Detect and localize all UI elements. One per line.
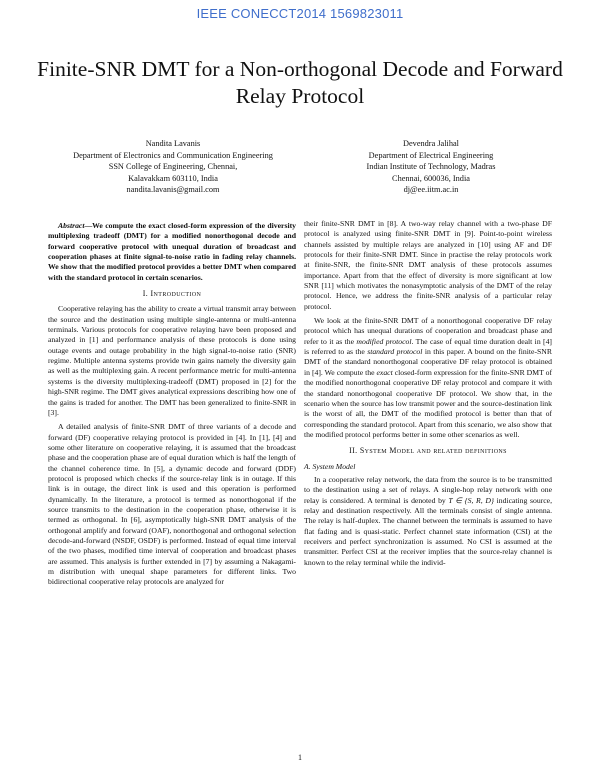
left-column (48, 221, 296, 592)
author-name: Nandita Lavanis (145, 139, 201, 148)
text-run: indicating source, relay and destination respectively. All the terminals consist of single antenna. The relay is half-duplex. The channel between the terminals is assumed to have flat fading and is quasi-static. Perfect channel state information (CSI) at the receivers and perfect synchronization is assumed. No CSI is assumed at the transmitter. Perfect CSI at the receiver implies that the source-relay channel is known to the relay terminal while the individ- (304, 495, 553, 567)
author-department: Department of Electrical Engineering (368, 150, 494, 160)
subsection-heading-system-model: A. System Model (304, 461, 356, 471)
system-model-paragraph (304, 475, 552, 568)
author-name: Devendra Jalihal (403, 139, 459, 148)
section-heading-system-model: II. System Model and related definitions (349, 446, 507, 456)
submission-stamp: IEEE CONECCT2014 1569823011 (196, 6, 404, 21)
intro-paragraph-3: their finite-SNR DMT in [8]. A two-way relay channel with a two-phase DF protocol is analyzed using finite-SNR DMT in [9]. Point-to-point wireless channels assisted by multiple relays are analyzed in [10] using AF and DF protocols for their finite-SNR DMT. Since in practise the relay protocols work at finite-SNR, the finite-SNR DMT analysis of these protocols assumes importance. Apart from that the effect of diversity is more significant at low SNR [11] which motivates the nonasymptotic analysis of the DMT of the relay protocol. Hence, we address the finite-SNR analysis of a particular relay protocol. (304, 219, 552, 311)
intro-paragraph-1: Cooperative relaying has the ability to create a virtual transmit array between the source and the destination using multiple single-antenna or multi-antenna terminals. Various protocols for cooperative relaying have been proposed and analyzed in [1] and performance analysis of these protocols is done using outage events and outage probability in the high signal-to-noise ratio (SNR) regime. Multiple antenna systems provide twin gains namely the diversity gain as well as the multiplexing gain. A recent performance metric for multi-antenna systems is the diversity multiplexing-tradeoff (DMT) proposed in [2] for the high-SNR regime. The DMT gives analytical expressions describing how one of the gains is traded for another. The DMT has been generalized to finite-SNR in [3]. (48, 304, 296, 417)
author-city: Chennai, 600036, India (392, 173, 470, 183)
abstract-label: Abstract (58, 221, 85, 230)
text-run: in this paper. A bound on the finite-SNR DMT of the standard nonorthogonal cooperative DF relay protocol is obtained in [4]. We compute the (304, 347, 552, 377)
author-email: nandita.lavanis@gmail.com (126, 185, 220, 195)
intro-paragraph-2: A detailed analysis of finite-SNR DMT of three variants of a decode and forward (DF) cooperative relaying protocol is provided in [4]. In [1], [4] and some other literature on cooperative relaying, it is assumed that the broadcast phase and the cooperation phase are of equal duration which is half the length of the channel coherence time. In [5], a dynamic decode and forward (DDF) protocol is proposed which checks if the source-relay link is in outage. If this link is in outage, the direct link is used and this operation is performed dynamically. In the literature, a protocol is termed as nonorthogonal if the source transmits to the destination in the cooperation phase, otherwise it is termed as orthogonal. In [6], asymptotically high-SNR DMT analysis of the orthogonal amplify and forward (OAF), nonorthogonal and orthogonal selection decode-and-forward (NSDF, OSDF) is performed. Instead of equal time interval of the two phases, modified time interval of cooperation and broadcast phases are assumed. This analysis is further extended in [7] by assuming a Nakagami-m distribution with unequal shape parameters for different links. Two bidirectional cooperative relay protocols are analyzed for (48, 422, 296, 587)
text-run: We look at the finite-SNR DMT of a nonorthogonal cooperative DF relay protocol which has unequal durations of cooperation and broadcast phase and refer to it as the (304, 316, 552, 346)
author-block-2 (296, 138, 566, 196)
math-terminal-set: T ∈ {S, R, D} (448, 495, 494, 505)
term-exact: exact (376, 367, 393, 377)
right-column (304, 219, 552, 572)
text-run: . The case of equal time duration dealt in [4] is referred to as the (304, 336, 552, 357)
section-heading-introduction: I. Introduction (142, 289, 202, 299)
author-city: Kalavakkam 603110, India (128, 173, 218, 183)
abstract-text: —We compute the exact closed-form expression of the diversity multiplexing tradeoff (DMT) for a modified nonorthogonal decode and forward cooperative protocol with unequal duration of broadcast and cooperation phases at finite signal-to-noise ratio in fading relay channels. We show that the modified protocol provides a better DMT when compared with the standard protocol in certain scenarios. (48, 221, 296, 282)
paper-title: Finite-SNR DMT for a Non-orthogonal Decode and Forward Relay Protocol (37, 57, 563, 108)
text-run: In a cooperative relay network, the data from the source is to be transmitted to the destination using a set of relays. A single-hop relay network with one relay is considered. A terminal is denoted by (304, 474, 552, 505)
term-modified-protocol: modified protocol (356, 336, 412, 346)
author-email: dj@ee.iitm.ac.in (403, 185, 459, 195)
intro-paragraph-4 (304, 316, 552, 440)
author-block-1 (38, 138, 308, 196)
term-standard-protocol: standard protocol (367, 347, 423, 357)
author-institution: SSN College of Engineering, Chennai, (108, 162, 238, 172)
abstract (48, 221, 296, 283)
text-run: closed-form expression for the finite-SNR DMT of the modified nonorthogonal cooperative DF relay protocol and compare it with the standard nonorthogonal cooperative DF protocol. We show that, in the scenario when the source has low transmit power and the source-destination link is the worst of all, the DMT of the modified protocol is better than that of corresponding the standard protocol. Apart from this scenario, we also show that the modified protocol performs better in some other scenarios as well. (304, 367, 553, 439)
page-number: 1 (298, 753, 302, 762)
author-department: Department of Electronics and Communication Engineering (73, 150, 273, 160)
author-institution: Indian Institute of Technology, Madras (366, 162, 496, 172)
